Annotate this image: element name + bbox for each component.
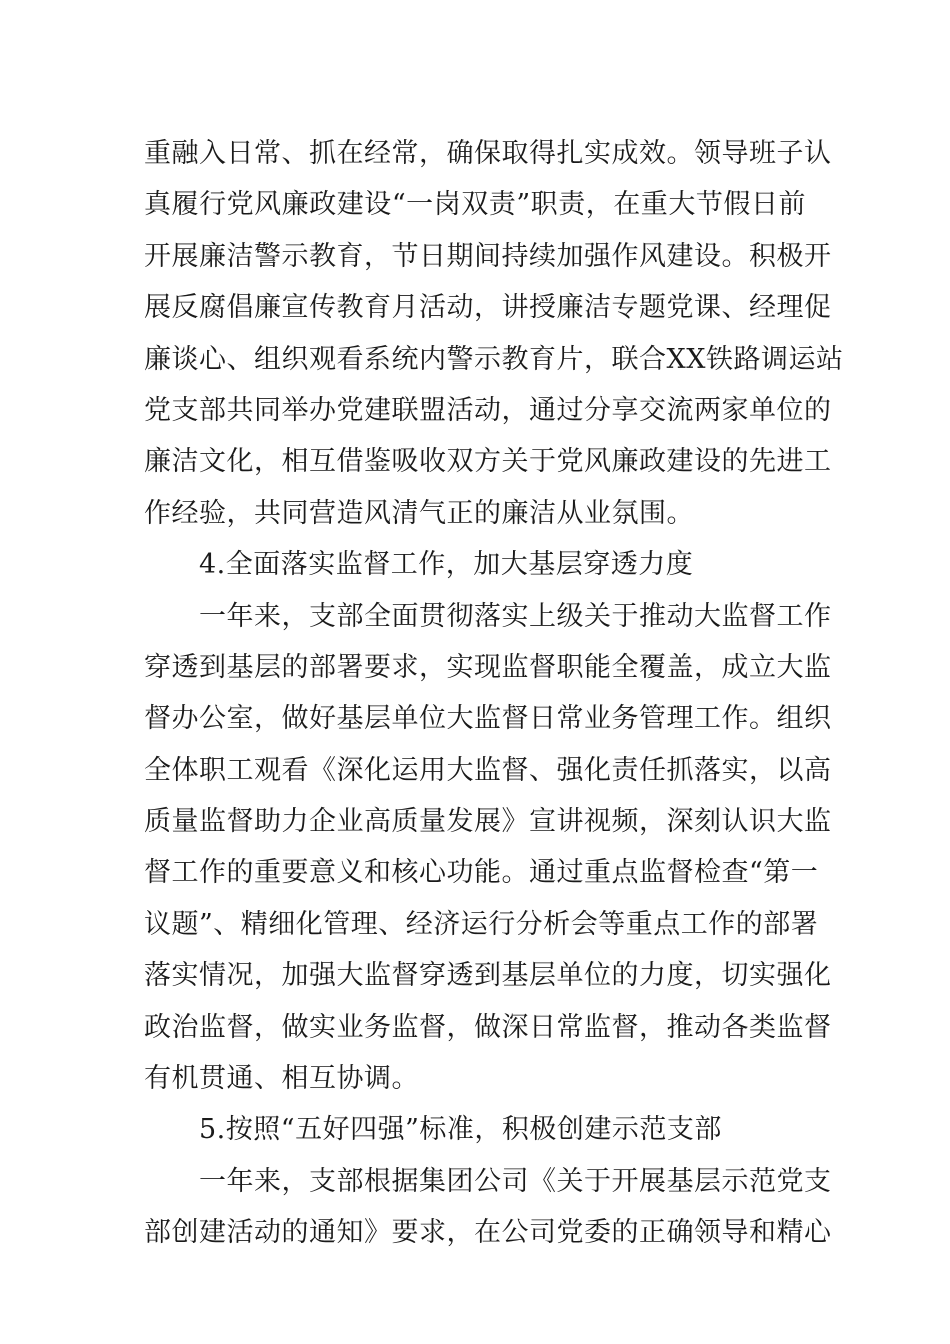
text-line: 5.按照“五好四强”标准，积极创建示范支部 bbox=[199, 1114, 722, 1146]
text-line: 议题”、精细化管理、经济运行分析会等重点工作的部署 bbox=[144, 908, 819, 940]
text-line: 一年来，支部全面贯彻落实上级关于推动大监督工作 bbox=[199, 600, 832, 632]
text-line: 廉谈心、组织观看系统内警示教育片，联合XX铁路调运站 bbox=[144, 343, 844, 375]
text-line: 廉洁文化，相互借鉴吸收双方关于党风廉政建设的先进工 bbox=[144, 446, 832, 478]
text-line: 有机贯通、相互协调。 bbox=[144, 1063, 419, 1095]
text-line: 全体职工观看《深化运用大监督、强化责任抓落实，以高 bbox=[144, 754, 832, 786]
text-line: 4.全面落实监督工作，加大基层穿透力度 bbox=[199, 549, 694, 581]
text-line: 开展廉洁警示教育，节日期间持续加强作风建设。积极开 bbox=[144, 240, 832, 272]
text-line: 展反腐倡廉宣传教育月活动，讲授廉洁专题党课、经理促 bbox=[144, 292, 832, 324]
text-line: 党支部共同举办党建联盟活动，通过分享交流两家单位的 bbox=[144, 394, 832, 426]
text-line: 督工作的重要意义和核心功能。通过重点监督检查“第一 bbox=[144, 857, 819, 889]
text-line: 真履行党风廉政建设“一岗双责”职责，在重大节假日前 bbox=[144, 189, 806, 221]
text-line: 政治监督，做实业务监督，做深日常监督，推动各类监督 bbox=[144, 1011, 832, 1043]
text-line: 一年来，支部根据集团公司《关于开展基层示范党支 bbox=[199, 1165, 832, 1197]
text-line: 作经验，共同营造风清气正的廉洁从业氛围。 bbox=[144, 497, 694, 529]
text-line: 部创建活动的通知》要求，在公司党委的正确领导和精心 bbox=[144, 1217, 832, 1249]
text-line: 穿透到基层的部署要求，实现监督职能全覆盖，成立大监 bbox=[144, 651, 832, 683]
text-line: 重融入日常、抓在经常，确保取得扎实成效。领导班子认 bbox=[144, 138, 832, 169]
text-line: 落实情况，加强大监督穿透到基层单位的力度，切实强化 bbox=[144, 960, 832, 992]
document-body bbox=[144, 128, 844, 1259]
text-line: 督办公室，做好基层单位大监督日常业务管理工作。组织 bbox=[144, 703, 832, 735]
text-line: 质量监督助力企业高质量发展》宣讲视频，深刻认识大监 bbox=[144, 806, 832, 838]
